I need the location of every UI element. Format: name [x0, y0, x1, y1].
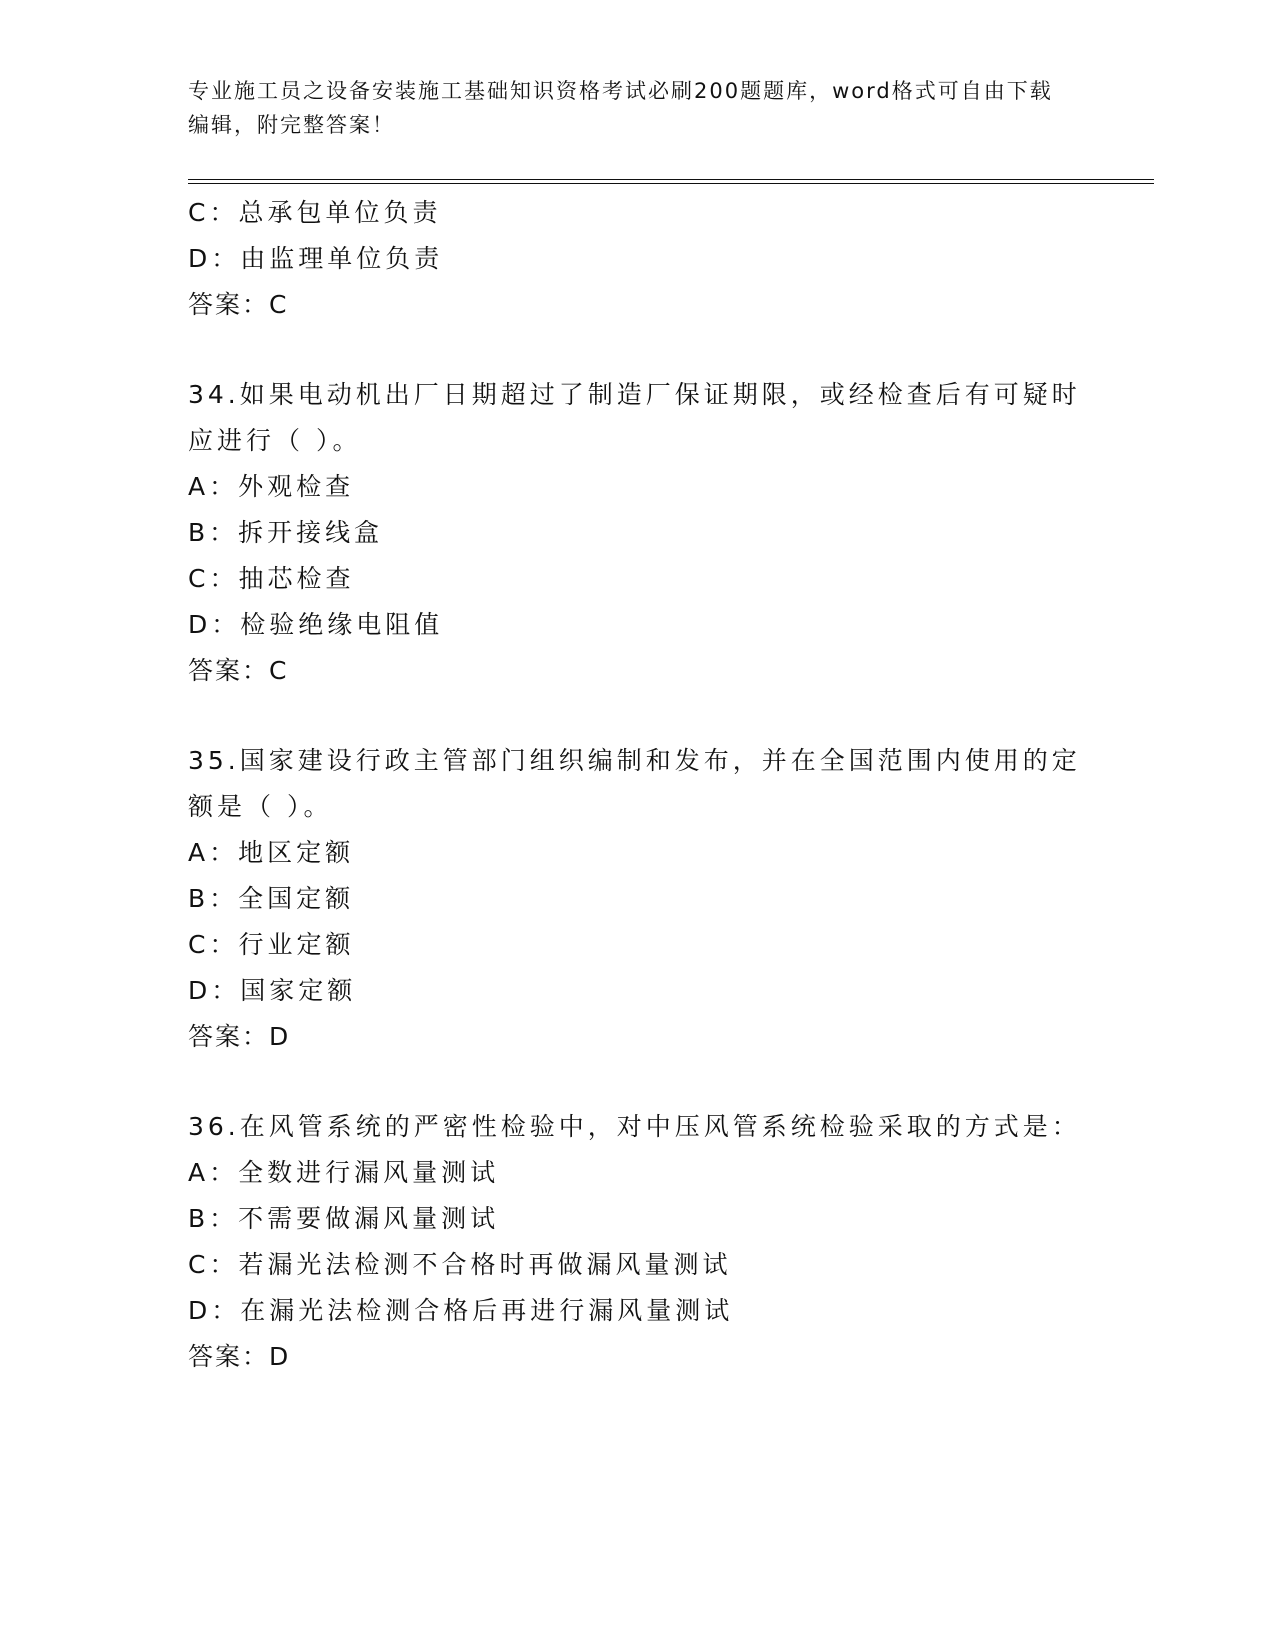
question-stem [188, 1104, 1088, 1150]
question-35 [188, 738, 1088, 1060]
question-list [188, 190, 1088, 1380]
question-text: 在风管系统的严密性检验中，对中压风管系统检验采取的方式是： [239, 1112, 1081, 1141]
spacer [188, 328, 1088, 372]
question-34 [188, 372, 1088, 694]
answer: 答案：C [188, 656, 289, 685]
question-stem [188, 372, 1088, 464]
option-a: A：全数进行漏风量测试 [188, 1158, 500, 1187]
spacer [188, 694, 1088, 738]
question-number: 34. [188, 380, 240, 409]
option-d: D：国家定额 [188, 976, 357, 1005]
question-stem [188, 738, 1088, 830]
option-d: D：检验绝缘电阻值 [188, 610, 444, 639]
answer: 答案：C [188, 290, 289, 319]
document-header: 专业施工员之设备安装施工基础知识资格考试必刷200题题库，word格式可自由下载编辑，附完整答案！ [188, 79, 1053, 137]
question-36 [188, 1104, 1088, 1380]
option-d: D：由监理单位负责 [188, 244, 444, 273]
question-text: 国家建设行政主管部门组织编制和发布，并在全国范围内使用的定额是（ ）。 [188, 746, 1081, 821]
option-c: C：行业定额 [188, 930, 355, 959]
question-text: 如果电动机出厂日期超过了制造厂保证期限，或经检查后有可疑时应进行（ ）。 [188, 380, 1081, 455]
question-number: 35. [188, 746, 240, 775]
spacer [188, 1060, 1088, 1104]
option-d: D：在漏光法检测合格后再进行漏风量测试 [188, 1296, 734, 1325]
option-b: B：拆开接线盒 [188, 518, 384, 547]
question-number: 36. [188, 1112, 240, 1141]
answer: 答案：D [188, 1022, 291, 1051]
option-b: B：全国定额 [188, 884, 355, 913]
answer: 答案：D [188, 1342, 291, 1371]
option-c: C：总承包单位负责 [188, 198, 442, 227]
continued-question [188, 190, 1088, 328]
option-a: A：地区定额 [188, 838, 355, 867]
option-a: A：外观检查 [188, 472, 355, 501]
option-c: C：若漏光法检测不合格时再做漏风量测试 [188, 1250, 732, 1279]
header-divider-top [188, 179, 1154, 180]
header-divider-bottom [188, 183, 1154, 184]
option-b: B：不需要做漏风量测试 [188, 1204, 500, 1233]
option-c: C：抽芯检查 [188, 564, 355, 593]
